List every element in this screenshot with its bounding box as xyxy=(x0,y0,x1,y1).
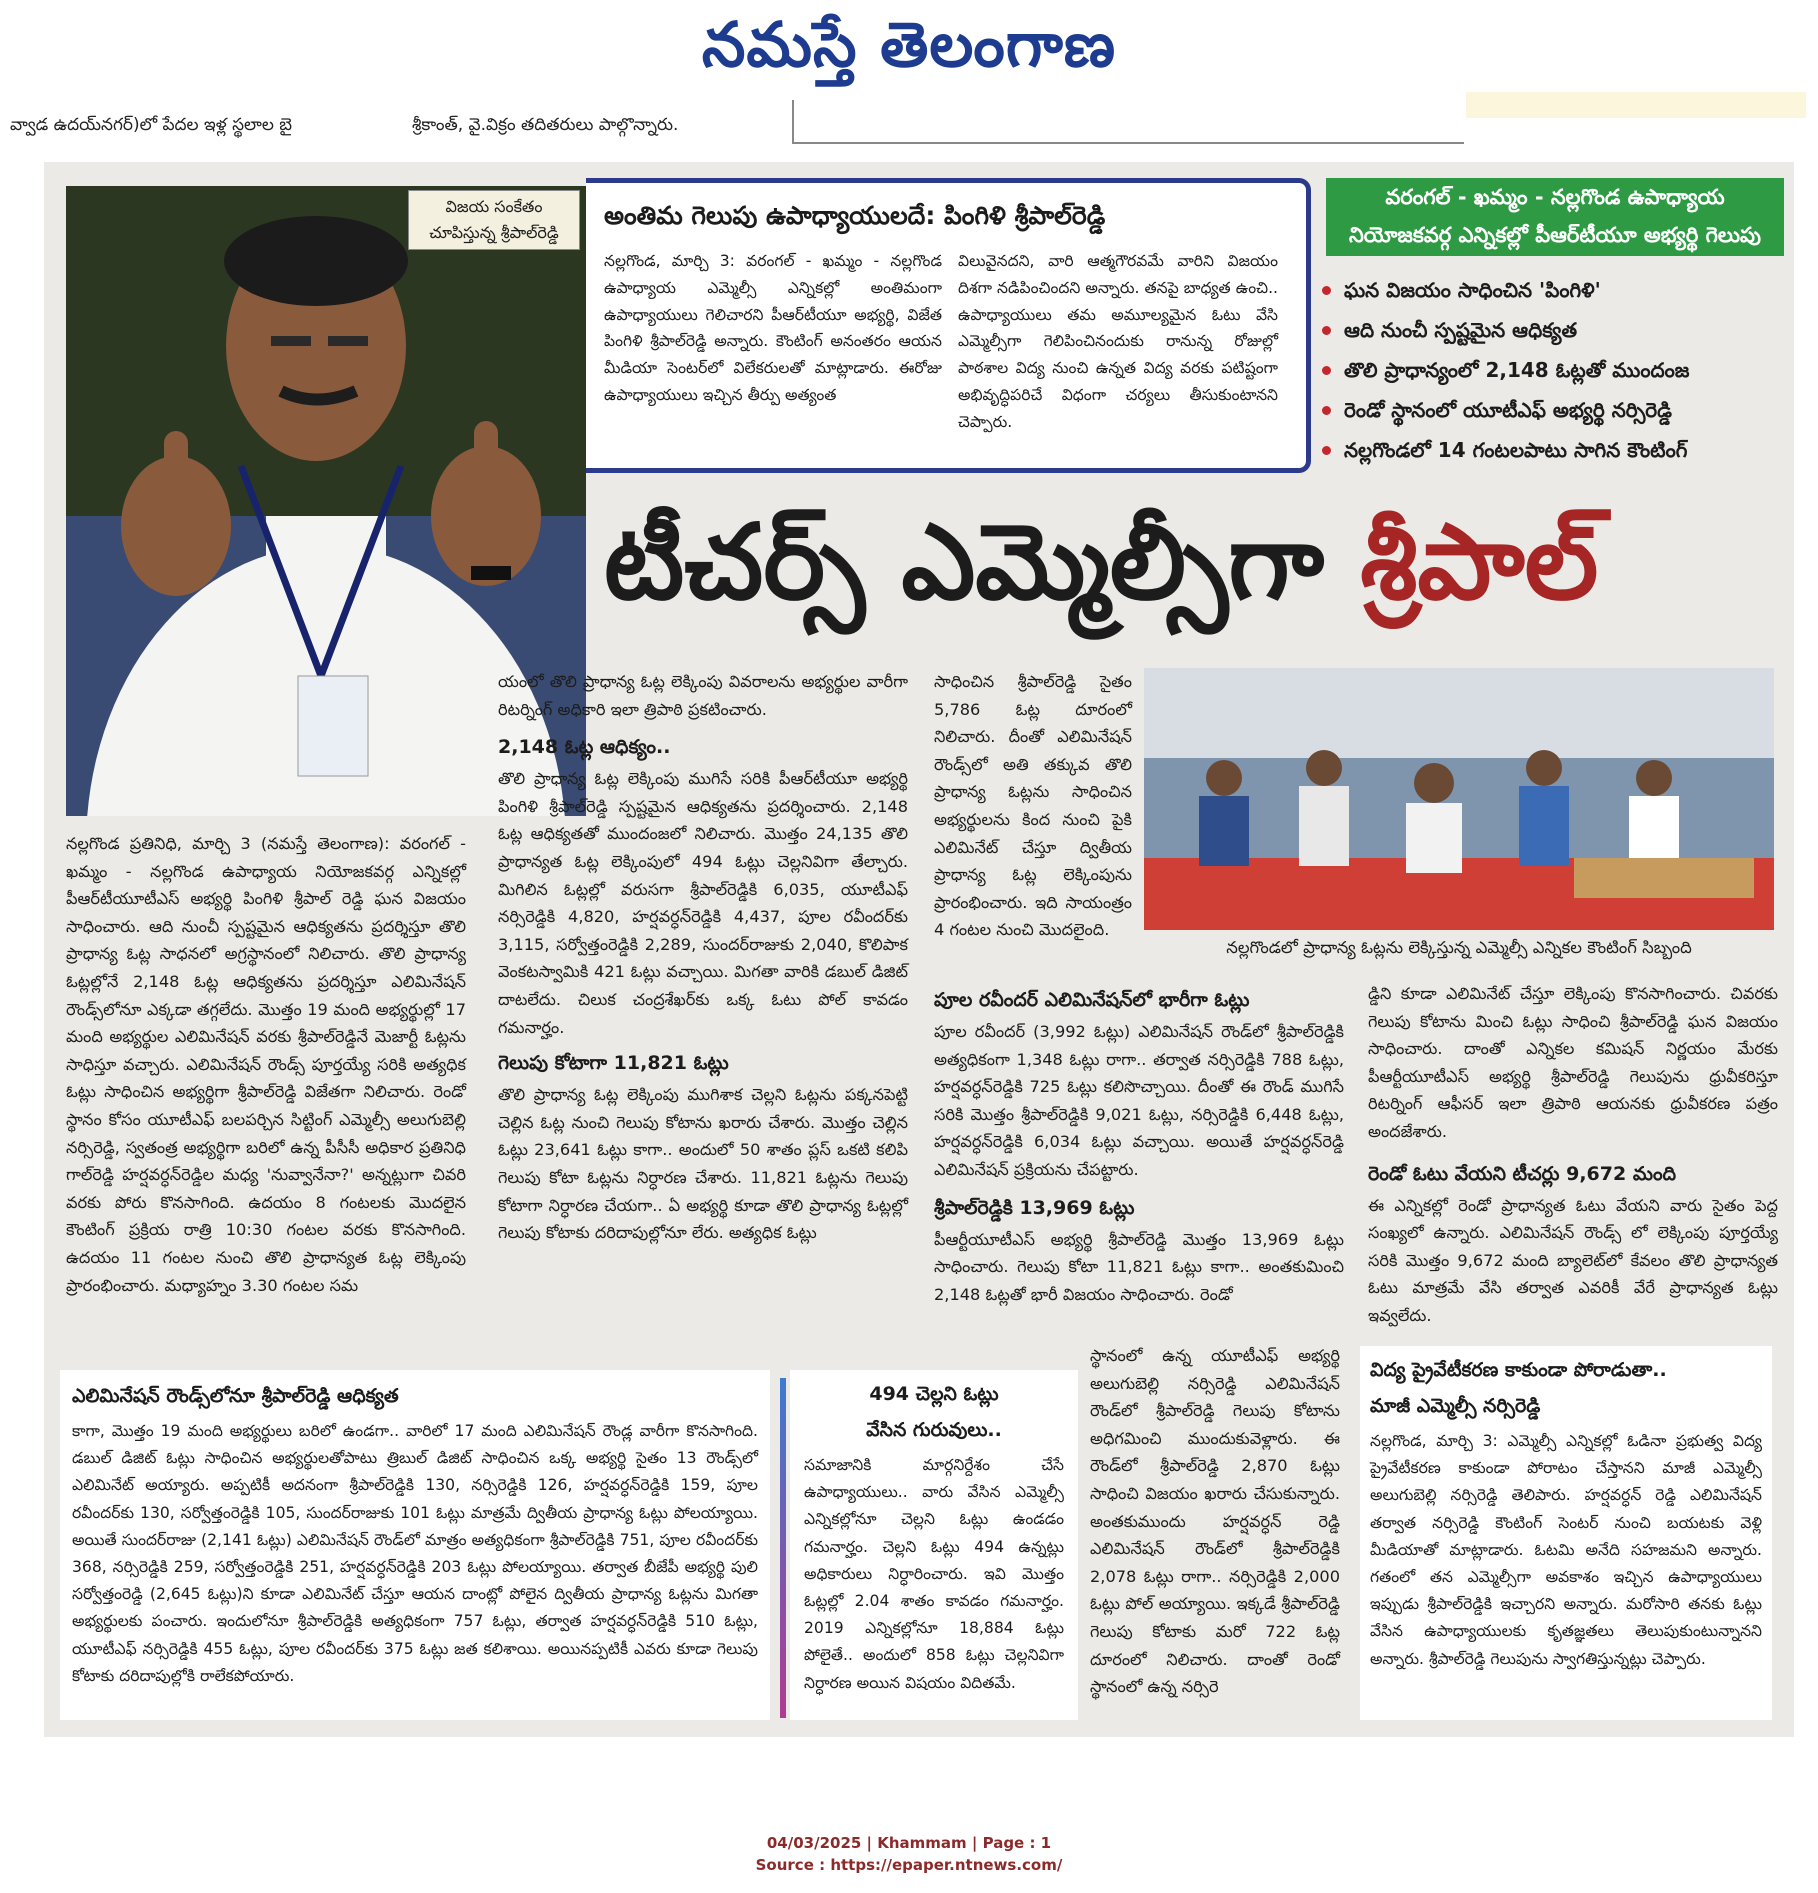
body-col-left: నల్లగొండ ప్రతినిధి, మార్చి 3 (నమస్తే తెలంగాణ): వరంగల్ - ఖమ్మం - నల్లగొండ ఉపాధ్యాయ నియోజకవర్గ ఎన్నికల్లో పీఆర్‌టీయూటీఎస్ అభ్యర్థి పింగిళి శ్రీపాల్ రెడ్డి ఘన విజయం సాధించారు. ఆది నుంచీ స్పష్టమైన ఆధిక్యతను ప్రదర్శిస్తూ తొలి ప్రాధాన్య ఓట్ల సాధనలో అగ్రస్థానంలో నిలిచారు. తొలి ప్రాధాన్య ఓట్లల్లోనే 2,148 ఓట్ల ఆధిక్యతను ప్రదర్శిస్తూ ఎలిమినేషన్ రౌండ్స్‌లోనూ ఎక్కడా తగ్గలేదు. మొత్తం 19 మంది అభ్యర్థుల్లో 17 మంది అభ్యర్థుల ఎలిమినేషన్ వరకు శ్రీపాల్‌రెడ్డినే మెజార్టీ ఓట్లను సాధిస్తూ వచ్చారు. ఎలిమినేషన్ రౌండ్స్ పూర్తయ్యే సరికి అత్యధిక ఓట్లు సాధించిన అభ్యర్థిగా శ్రీపాల్‌రెడ్డి విజేతగా నిలిచారు. రెండో స్థానం కోసం యూటీఎఫ్ బలపర్చిన సిట్టింగ్ ఎమ్మెల్సీ అలుగుబెల్లి నర్సిరెడ్డి, స్వతంత్ర అభ్యర్థిగా బరిలో ఉన్న పీసీసీ అధికార ప్రతినిధి గాల్‌రెడ్డి హర్షవర్ధన్‌రెడ్డిల మధ్య 'నువ్వానేనా?' అన్నట్లుగా చివరి వరకు పోరు కొనసాగింది. ఉదయం 8 గంటలకు మొదలైన కౌంటింగ్ ప్రక్రియ రాత్రి 10:30 గంటల వరకు కొనసాగింది. ఉదయం 11 గంటల నుంచి తొలి ప్రాధాన్యత ఓట్ల లెక్కింపు ప్రారంభించారు. మధ్యాహ్నం 3.30 గంటల సమ xyxy=(66,834,466,1295)
body-col3-d: స్థానంలో ఉన్న యూటీఎఫ్ అభ్యర్థి అలుగుబెల్లి నర్సిరెడ్డి ఎలిమినేషన్ రౌండ్‌లో శ్రీపాల్‌రెడ్డి గెలుపు కోటాను అధిగమించి ముందుకువెళ్లారు. ఈ రౌండ్‌లో శ్రీపాల్‌రెడ్డి 2,870 ఓట్లు సాధించి విజయం ఖరారు చేసుకున్నారు. అంతకుముందు హర్షవర్ధన్ రెడ్డి ఎలిమినేషన్ రౌండ్‌లో శ్రీపాల్‌రెడ్డికి 2,078 ఓట్లు రాగా.. నర్సిరెడ్డికి 2,000 ఓట్లు పోల్ అయ్యాయి. ఇక్కడే శ్రీపాల్‌రెడ్డి గెలుపు కోటాకు మరో 722 ఓట్ల దూరంలో నిలిచారు. దాంతో రెండో స్థానంలో ఉన్న నర్సిరె xyxy=(1090,1346,1340,1697)
body-col3-b: పూల రవీందర్ (3,992 ఓట్లు) ఎలిమినేషన్ రౌండ్‌లో శ్రీపాల్‌రెడ్డికి అత్యధికంగా 1,348 ఓట్లు రాగా.. తర్వాత నర్సిరెడ్డికి 788 ఓట్లు, హర్షవర్ధన్‌రెడ్డికి 725 ఓట్లు కలిసొచ్చాయి. దీంతో ఈ రౌండ్ ముగిసే సరికి మొత్తం శ్రీపాల్‌రెడ్డికి 9,021 ఓట్లు, నర్సిరెడ్డికి 6,448 ఓట్లు, హర్షవర్ధన్‌రెడ్డికి 6,034 ఓట్లు వచ్చాయి. అయితే హర్షవర్ధన్‌రెడ్డి ఎలిమినేషన్ ప్రక్రియను చేపట్టారు. xyxy=(934,1022,1344,1179)
top-strip-pad xyxy=(1466,92,1806,118)
highlights-header xyxy=(1326,178,1784,256)
highlight-item: నల్లగొండలో 14 గంటలపాటు సాగిన కౌంటింగ్ xyxy=(1322,430,1792,470)
side-story-kicker: అంతిమ గెలుపు ఉపాధ్యాయులదే: పింగిళి శ్రీపాల్‌రెడ్డి xyxy=(604,201,1106,230)
elimination-box-text: కాగా, మొత్తం 19 మంది అభ్యర్థులు బరిలో ఉండగా.. వారిలో 17 మంది ఎలిమినేషన్ రౌండ్ల వారీగా కొనసాగింది. డబుల్ డిజిట్ ఓట్లు సాధించిన అభ్యర్థులతోపాటు త్రిబుల్ డిజిట్ సాధించిన ఒక్క అభ్యర్థి సైతం 13 రౌండ్స్‌లో ఎలిమినేట్ అయ్యారు. అప్పటికీ అదనంగా శ్రీపాల్‌రెడ్డికి 130, నర్సిరెడ్డికి 126, హర్షవర్ధన్‌రెడ్డికి 159, పూల రవీందర్‌కు 130, సర్వోత్తంరెడ్డికి 105, సుందర్‌రాజుకు 101 ఓట్లు మాత్రమే ద్వితీయ ప్రాధాన్య ఓట్లు పోలయ్యాయి. అయితే సుందర్‌రాజు (2,141 ఓట్లు) ఎలిమినేషన్ రౌండ్‌లో మాత్రం అత్యధికంగా శ్రీపాల్‌రెడ్డికి 751, పూల రవీందర్‌కు 368, నర్సిరెడ్డికి 259, సర్వోత్తంరెడ్డికి 251, హర్షవర్ధన్‌రెడ్డికి 203 ఓట్లు పోలయ్యాయి. తర్వాత బీజేపీ అభ్యర్థి పులి సర్వోత్తంరెడ్డి (2,645 ఓట్లు)ని కూడా ఎలిమినేట్ చేస్తూ ఆయన దాంట్లో పోలైన ద్వితీయ ప్రాధాన్య ఓట్లను మిగతా అభ్యర్థులకు పంచారు. ఇందులోనూ శ్రీపాల్‌రెడ్డికి అత్యధికంగా 757 ఓట్లు, తర్వాత హర్షవర్ధన్‌రెడ్డికి 510 ఓట్లు, యూటీఎఫ్ నర్సిరెడ్డికి 455 ఓట్లు, పూల రవీందర్‌కు 375 ఓట్లు జత కలిశాయి. అయినప్పటికీ ఎవరు కూడా గెలుపు కోటాకు దరిదాపుల్లోకి రాలేకపోయారు. xyxy=(72,1422,758,1685)
counting-photo xyxy=(1144,668,1774,930)
invalid-votes-box xyxy=(790,1370,1078,1720)
elimination-box xyxy=(60,1370,770,1720)
footer-source-link[interactable]: Source : https://epaper.ntnews.com/ xyxy=(755,1856,1063,1874)
body-col2-b: తొలి ప్రాధాన్య ఓట్ల లెక్కింపు ముగిశాక చెల్లని ఓట్లను పక్కనపెట్టి చెల్లిన ఓట్ల నుంచి గెలుపు కోటాను ఖరారు చేశారు. మొత్తం చెల్లిన ఓట్లు 23,641 ఓట్లు కాగా.. అందులో 50 శాతం ప్లస్ ఒకటి కలిపి గెలుపు కోటా ఓట్లను నిర్ధారణ చేశారు. 11,821 ఓట్లను గెలుపు కోటాగా నిర్ధారణ చేయగా.. ఏ అభ్యర్థి కూడా తొలి ప్రాధాన్య ఓట్లల్లో గెలుపు కోటాకు దరిదాపుల్లోనూ లేరు. అత్యధిక ఓట్లు xyxy=(498,1085,908,1243)
subhead-13969: శ్రీపాల్‌రెడ్డికి 13,969 ఓట్లు xyxy=(934,1196,1135,1219)
body-col-4 xyxy=(1368,980,1778,1330)
subhead-pula-ravinder: పూల రవీందర్ ఎలిమినేషన్‌లో భారీగా ఓట్లు xyxy=(934,989,1250,1011)
top-strip-middle: శ్రీకాంత్, వై.విక్రం తదితరులు పాల్గొన్నారు. xyxy=(412,115,679,135)
body-col4-a: డ్డిని కూడా ఎలిమినేట్ చేస్తూ లెక్కింపు కొనసాగించారు. చివరకు గెలుపు కోటాను మించి ఓట్లు సాధించి శ్రీపాల్‌రెడ్డి ఘన విజయం సాధించారు. దాంతో ఎన్నికల కమిషన్ నిర్ణయం మేరకు పీఆర్టీయూటీఎస్ అభ్యర్థి శ్రీపాల్‌రెడ్డి గెలుపును ధ్రువీకరిస్తూ రిటర్నింగ్ ఆఫీసర్ ఇలా త్రిపాఠి ఆయనకు ధ్రువీకరణ పత్రం అందజేశారు. xyxy=(1368,984,1778,1141)
highlight-item: రెండో స్థానంలో యూటీఎఫ్ అభ్యర్థి నర్సిరెడ్డి xyxy=(1322,390,1792,430)
highlights-list xyxy=(1322,270,1792,470)
body-col3-a: సాధించిన శ్రీపాల్‌రెడ్డి సైతం 5,786 ఓట్ల దూరంలో నిలిచారు. దీంతో ఎలిమినేషన్ రౌండ్స్‌లో అతి తక్కువ తొలి ప్రాధాన్య ఓట్లను సాధించిన అభ్యర్థులను కింద నుంచి పైకి ఎలిమినేట్ చేస్తూ ద్వితీయ ప్రాధాన్య ఓట్ల లెక్కింపును ప్రారంభించారు. ఇది సాయంత్రం 4 గంటల నుంచి మొదలైంది. xyxy=(934,672,1132,940)
counting-illustration xyxy=(1144,668,1774,930)
photo-tag-line2: చూపిస్తున్న శ్రీపాల్‌రెడ్డి xyxy=(429,223,559,242)
body-col-2 xyxy=(498,668,908,1247)
page-footer xyxy=(0,1832,1818,1876)
subhead-9672: రెండో ఓటు వేయని టీచర్లు 9,672 మంది xyxy=(1368,1162,1676,1185)
footer-dateline: 04/03/2025 | Khammam | Page : 1 xyxy=(766,1834,1052,1852)
invalid-votes-title1: 494 చెల్లని ఓట్లు xyxy=(869,1383,999,1405)
elimination-box-title: ఎలిమినేషన్ రౌండ్స్‌లోనూ శ్రీపాల్‌రెడ్డి ఆధిక్యత xyxy=(72,1385,399,1407)
body-col3-c: పీఆర్టీయూటీఎస్ అభ్యర్థి శ్రీపాల్‌రెడ్డి మొత్తం 13,969 ఓట్లు సాధించారు. గెలుపు కోటా 11,821 ఓట్లు కాగా.. అంతకుమించి 2,148 ఓట్లతో భారీ విజయం సాధించారు. రెండో xyxy=(934,1229,1344,1304)
highlight-item: ఘన విజయం సాధించిన 'పింగిళి' xyxy=(1322,270,1792,310)
invalid-votes-accent xyxy=(780,1378,786,1718)
masthead-logo: నమస్తే తెలంగాణ xyxy=(701,8,1117,81)
highlights-title-line2: నియోజకవర్గ ఎన్నికల్లో పీఆర్‌టీయూ అభ్యర్థి గెలుపు xyxy=(1349,223,1761,247)
narsireddy-text: నల్లగొండ, మార్చి 3: ఎమ్మెల్సీ ఎన్నికల్లో ఓడినా ప్రభుత్వ విద్య ప్రైవేటీకరణ కాకుండా పోరాటం చేస్తానని మాజీ ఎమ్మెల్సీ అలుగుబెల్లి నర్సిరెడ్డి తెలిపారు. హర్షవర్ధన్ రెడ్డి ఎలిమినేషన్ తర్వాత నర్సిరెడ్డి కౌంటింగ్ సెంటర్ నుంచి బయటకు వెళ్లి మీడియాతో మాట్లాడారు. ఓటమి అనేది సహజమని అన్నారు. గతంలో తన ఎమ్మెల్సీగా అవకాశం ఇచ్చిన ఉపాధ్యాయులు ఇప్పుడు శ్రీపాల్‌రెడ్డికి ఇచ్చారని అన్నారు. మరోసారి తనకు ఓట్లు వేసిన ఉపాధ్యాయులకు కృతజ్ఞతలు తెలుపుకుంటున్నానని అన్నారు. శ్రీపాల్‌రెడ్డి గెలుపును స్వాగతిస్తున్నట్లు చెప్పారు. xyxy=(1370,1432,1762,1668)
subhead-quota: గెలుపు కోటాగా 11,821 ఓట్లు xyxy=(498,1052,729,1075)
invalid-votes-text: సమాజానికి మార్గనిర్దేశం చేసే ఉపాధ్యాయులు.. వారు వేసిన ఎమ్మెల్సీ ఎన్నికల్లోనూ చెల్లని ఓట్లు ఉండడం గమనార్హం. చెల్లని ఓట్లు 494 ఉన్నట్లు అధికారులు నిర్ధారించారు. ఇవి మొత్తం ఓట్లల్లో 2.04 శాతం కావడం గమనార్హం. 2019 ఎన్నికల్లోనూ 18,884 ఓట్లు పోలైతే.. అందులో 858 ఓట్లు చెల్లనివిగా నిర్ధారణ అయిన విషయం విదితమే. xyxy=(804,1456,1064,1692)
top-strip-left: వ్వాడ ఉదయ్‌నగర్)లో పేదల ఇళ్ల స్థలాల బై xyxy=(10,115,293,135)
headline-black: టీచర్స్ ఎమ్మెల్సీగా xyxy=(604,501,1325,623)
body-col-3 xyxy=(934,982,1344,1308)
side-story-col1: నల్లగొండ, మార్చి 3: వరంగల్ - ఖమ్మం - నల్లగొండ ఉపాధ్యాయ ఎమ్మెల్సీ ఎన్నికల్లో అంతిమంగా ఉపాధ్యాయులు గెలిచారని పీఆర్‌టీయూ అభ్యర్థి, విజేత పింగిళి శ్రీపాల్‌రెడ్డి అన్నారు. కౌంటింగ్ అనంతరం ఆయన మీడియా సెంటర్‌లో విలేకరులతో మాట్లాడారు. ఈరోజు ఉపాధ్యాయులు ఇచ్చిన తీర్పు అత్యంత xyxy=(604,252,942,404)
headline-red: శ్రీపాల్ xyxy=(1360,501,1599,623)
counting-photo-caption: నల్లగొండలో ప్రాధాన్య ఓట్లను లెక్కిస్తున్న ఎమ్మెల్సీ ఎన్నికల కౌంటింగ్ సిబ్బంది xyxy=(1226,938,1692,957)
narsireddy-box xyxy=(1360,1346,1772,1720)
subhead-2148: 2,148 ఓట్ల ఆధిక్యం.. xyxy=(498,736,671,759)
body-col4-b: ఈ ఎన్నికల్లో రెండో ప్రాధాన్యత ఓటు వేయని వారు సైతం పెద్ద సంఖ్యలో ఉన్నారు. ఎలిమినేషన్ రౌండ్స్ లో లెక్కింపు పూర్తయ్యే సరికి మొత్తం 9,672 మంది బ్యాలెట్‌లో కేవలం తొలి ప్రాధాన్యత ఓటు మాత్రమే వేసి తర్వాత ఎవరికీ వేరే ప్రాధాన్యత ఓట్లు ఇవ్వలేదు. xyxy=(1368,1195,1778,1325)
main-headline xyxy=(604,500,1774,624)
photo-tag-line1: విజయ సంకేతం xyxy=(445,197,543,216)
body-col2-intro: యంలో తొలి ప్రాధాన్య ఓట్ల లెక్కింపు వివరాలను అభ్యర్థుల వారీగా రిటర్నింగ్ అధికారి ఇలా త్రిపాఠి ప్రకటించారు. xyxy=(498,672,908,719)
body-col2-a: తొలి ప్రాధాన్య ఓట్ల లెక్కింపు ముగిసే సరికి పీఆర్‌టీయూ అభ్యర్థి పింగిళి శ్రీపాల్‌రెడ్డి స్పష్టమైన ఆధిక్యతను ప్రదర్శించారు. 2,148 ఓట్ల ఆధిక్యతతో ముందంజలో నిలిచారు. మొత్తం 24,135 తొలి ప్రాధాన్యత ఓట్ల లెక్కింపులో 494 ఓట్లు చెల్లనివిగా తేల్చారు. మిగిలిన ఓట్లల్లో వరుసగా శ్రీపాల్‌రెడ్డికి 6,035, యూటీఎఫ్ నర్సిరెడ్డికి 4,820, హర్షవర్ధన్‌రెడ్డికి 4,437, పూల రవీందర్‌కు 3,115, సర్వోత్తంరెడ్డికి 2,289, సుందర్‌రాజుకు 2,040, కొలిపాక వెంకటస్వామికి 421 ఓట్లు వచ్చాయి. మిగతా వారికి డబుల్ డిజిట్ దాటలేదు. చిలుక చంద్రశేఖర్‌కు ఒక్క ఓటు పోల్ కావడం గమనార్హం. xyxy=(498,769,908,1037)
side-story-col2: విలువైనదని, వారి ఆత్మగౌరవమే వారిని విజయం దిశగా నడిపించిందని అన్నారు. తనపై బాధ్యత ఉంచి.. ఉపాధ్యాయులు తమ అమూల్యమైన ఓటు వేసి ఎమ్మెల్సీగా గెలిపించినందుకు రానున్న రోజుల్లో పాఠశాల విద్య నుంచి ఉన్నత విద్య వరకు పటిష్టంగా అభివృద్ధిపరిచే విధంగా చర్యలు తీసుకుంటానని చెప్పారు. xyxy=(958,252,1278,431)
narsireddy-title2: మాజీ ఎమ్మెల్సీ నర్సిరెడ్డి xyxy=(1370,1395,1541,1417)
invalid-votes-title2: వేసిన గురువులు.. xyxy=(866,1419,1002,1441)
highlight-item: ఆది నుంచీ స్పష్టమైన ఆధిక్యత xyxy=(1322,310,1792,350)
highlight-item: తొలి ప్రాధాన్యంలో 2,148 ఓట్లతో ముందంజ xyxy=(1322,350,1792,390)
highlights-title-line1: వరంగల్ - ఖమ్మం - నల్లగొండ ఉపాధ్యాయ xyxy=(1385,185,1725,209)
photo-tag xyxy=(408,190,580,250)
top-divider xyxy=(792,100,1464,144)
narsireddy-title1: విద్య ప్రైవేటీకరణ కాకుండా పోరాడుతా.. xyxy=(1370,1359,1667,1381)
